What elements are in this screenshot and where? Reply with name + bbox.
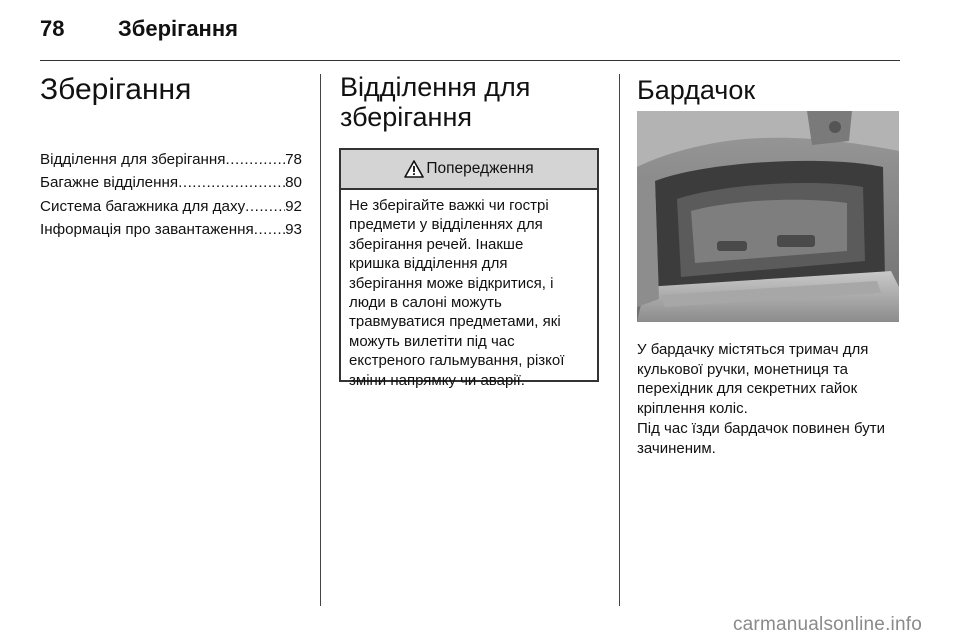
warning-line: можуть вилетіти під час [349, 332, 515, 350]
text-line: кріплення коліс. [637, 399, 748, 417]
toc-entry-page: 93 [285, 220, 302, 238]
toc-entry[interactable] [40, 195, 302, 218]
toc-entry[interactable] [40, 148, 302, 171]
toc-leader-dots [254, 218, 285, 241]
text-line: кулькової ручки, монетниця та [637, 360, 849, 378]
warning-line: люди в салоні можуть [349, 294, 502, 312]
warning-line: Не зберігайте важкі чи гострі [349, 197, 549, 214]
toc-entry-title: Система багажника для даху [40, 197, 246, 215]
section-title [340, 72, 602, 132]
warning-box [339, 148, 599, 389]
column-divider-2 [619, 74, 620, 606]
page-number: 78 [40, 16, 65, 41]
header-rule [40, 60, 900, 61]
warning-text [341, 190, 597, 390]
toc-entry[interactable] [40, 218, 302, 241]
warning-line: зберігання речей. Інакше [349, 235, 524, 253]
running-title: Зберігання [118, 16, 238, 41]
toc-leader-dots [226, 148, 286, 171]
text-line: Під час їзди бардачок повинен бути [637, 420, 886, 437]
toc-leader-dots [178, 171, 285, 194]
section-title-line: зберігання [340, 102, 472, 132]
toc-entry-title: Відділення для зберігання [40, 151, 226, 168]
warning-triangle-icon [404, 160, 424, 178]
section-title-line: Відділення для [340, 72, 531, 102]
text-line: У бардачку містяться тримач для [637, 341, 869, 358]
warning-line: зміни напрямку чи аварії. [349, 371, 525, 389]
column-divider-1 [320, 74, 321, 606]
warning-header [341, 150, 597, 190]
toc-leader-dots [245, 195, 285, 218]
glovebox-photo [637, 111, 899, 322]
warning-line: кришка відділення для [349, 255, 508, 273]
toc-entry-page: 80 [285, 174, 302, 192]
glovebox-note [637, 419, 903, 458]
toc-entry-title: Інформація про завантаження [40, 220, 254, 238]
text-line: перехідник для секретних гайок [637, 380, 858, 398]
chapter-title: Зберігання [40, 73, 192, 106]
warning-line: зберігання може відкритися, і [349, 274, 554, 292]
toc-entry[interactable] [40, 171, 302, 194]
toc-entry-title: Багажне відділення [40, 174, 179, 192]
warning-line: предмети у відділеннях для [349, 216, 543, 234]
glovebox-title: Бардачок [637, 75, 756, 105]
glovebox-description [637, 340, 903, 418]
warning-line: травмуватися предметами, які [349, 313, 561, 331]
page-header [40, 14, 900, 48]
toc-entry-page: 78 [285, 151, 302, 168]
watermark: carmanualsonline.info [732, 614, 922, 635]
warning-heading: Попередження [426, 160, 534, 177]
warning-line: екстреного гальмування, різкої [349, 352, 565, 370]
text-line: зачиненим. [637, 439, 716, 457]
table-of-contents [40, 148, 302, 241]
toc-entry-page: 92 [285, 197, 302, 215]
